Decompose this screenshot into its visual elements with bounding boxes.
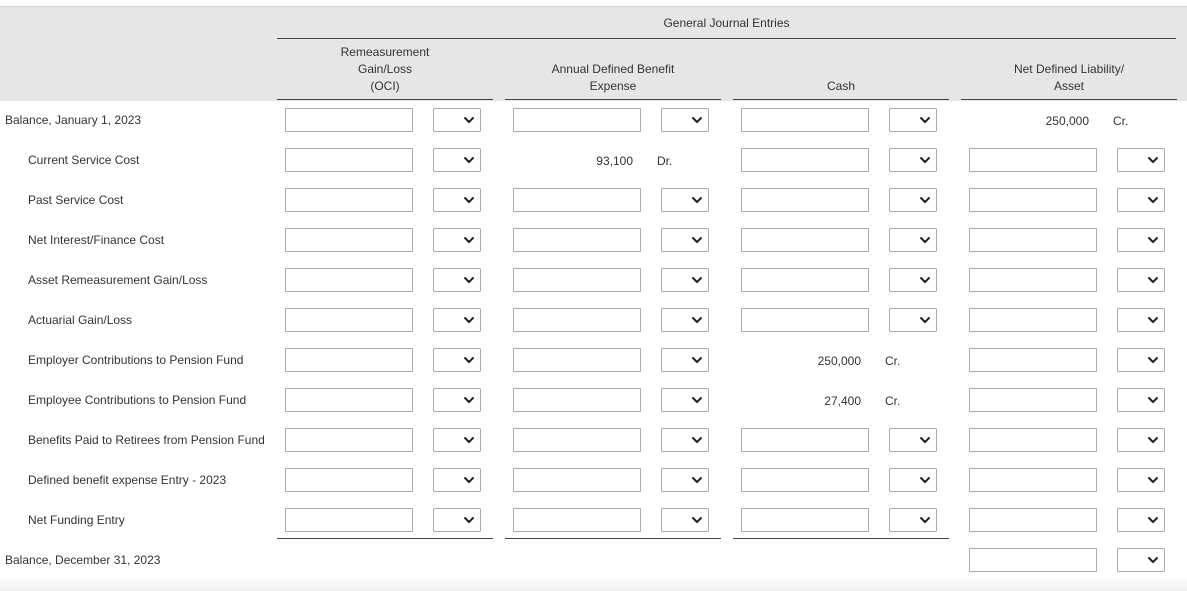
static-amount-ndl: 250,000 — [1045, 114, 1089, 128]
row-label: Current Service Cost — [28, 153, 140, 167]
amount-input-ndl[interactable] — [969, 228, 1097, 252]
dr-cr-select-expense[interactable] — [661, 268, 709, 292]
dr-cr-select-expense[interactable] — [661, 108, 709, 132]
dr-cr-select-cash[interactable] — [889, 108, 937, 132]
amount-input-oci[interactable] — [285, 348, 413, 372]
chevron-down-icon — [919, 314, 931, 326]
column-header-oci: Remeasurement — [340, 45, 430, 59]
amount-input-expense[interactable] — [513, 228, 641, 252]
row-label: Net Interest/Finance Cost — [28, 233, 165, 247]
dr-cr-select-cash[interactable] — [889, 428, 937, 452]
chevron-down-icon — [463, 394, 475, 406]
column-bottom-rule — [277, 538, 493, 539]
amount-input-ndl[interactable] — [969, 548, 1097, 572]
amount-input-expense[interactable] — [513, 108, 641, 132]
dr-cr-select-expense[interactable] — [661, 188, 709, 212]
chevron-down-icon — [463, 354, 475, 366]
amount-input-oci[interactable] — [285, 308, 413, 332]
dr-cr-select-cash[interactable] — [889, 308, 937, 332]
chevron-down-icon — [1147, 154, 1159, 166]
dr-cr-select-expense[interactable] — [661, 228, 709, 252]
amount-input-cash[interactable] — [741, 108, 869, 132]
row-label: Employer Contributions to Pension Fund — [28, 353, 244, 367]
static-side-ndl: Cr. — [1113, 114, 1129, 128]
amount-input-expense[interactable] — [513, 268, 641, 292]
chevron-down-icon — [1147, 514, 1159, 526]
chevron-down-icon — [919, 234, 931, 246]
chevron-down-icon — [1147, 234, 1159, 246]
row-label: Asset Remeasurement Gain/Loss — [28, 273, 208, 287]
amount-input-ndl[interactable] — [969, 468, 1097, 492]
row-label: Net Funding Entry — [28, 513, 125, 527]
group-title: General Journal Entries — [663, 16, 790, 30]
dr-cr-select-oci[interactable] — [433, 188, 481, 212]
chevron-down-icon — [691, 314, 703, 326]
dr-cr-select-oci[interactable] — [433, 428, 481, 452]
column-header-rule — [277, 99, 493, 100]
column-header-rule — [733, 99, 949, 100]
amount-input-cash[interactable] — [741, 308, 869, 332]
chevron-down-icon — [463, 434, 475, 446]
chevron-down-icon — [919, 514, 931, 526]
chevron-down-icon — [691, 274, 703, 286]
chevron-down-icon — [919, 274, 931, 286]
amount-input-oci[interactable] — [285, 148, 413, 172]
amount-input-ndl[interactable] — [969, 308, 1097, 332]
column-header-expense: Annual Defined Benefit — [551, 62, 675, 76]
column-header-cash: Cash — [826, 79, 855, 93]
amount-input-ndl[interactable] — [969, 188, 1097, 212]
chevron-down-icon — [463, 474, 475, 486]
chevron-down-icon — [691, 434, 703, 446]
dr-cr-select-expense[interactable] — [661, 468, 709, 492]
dr-cr-select-cash[interactable] — [889, 228, 937, 252]
amount-input-cash[interactable] — [741, 268, 869, 292]
amount-input-oci[interactable] — [285, 188, 413, 212]
chevron-down-icon — [1147, 474, 1159, 486]
dr-cr-select-expense[interactable] — [661, 428, 709, 452]
amount-input-oci[interactable] — [285, 268, 413, 292]
chevron-down-icon — [691, 354, 703, 366]
chevron-down-icon — [691, 394, 703, 406]
dr-cr-select-cash[interactable] — [889, 188, 937, 212]
chevron-down-icon — [463, 234, 475, 246]
amount-input-expense[interactable] — [513, 508, 641, 532]
chevron-down-icon — [463, 194, 475, 206]
dr-cr-select-ndl[interactable] — [1117, 268, 1165, 292]
bottom-fade — [0, 576, 1187, 591]
dr-cr-select-expense[interactable] — [661, 508, 709, 532]
amount-input-oci[interactable] — [285, 508, 413, 532]
amount-input-ndl[interactable] — [969, 508, 1097, 532]
column-header-ndl: Net Defined Liability/ — [1013, 62, 1125, 76]
chevron-down-icon — [691, 474, 703, 486]
dr-cr-select-ndl[interactable] — [1117, 548, 1165, 572]
dr-cr-select-ndl[interactable] — [1117, 308, 1165, 332]
group-title-rule — [277, 38, 1176, 39]
dr-cr-select-oci[interactable] — [433, 148, 481, 172]
dr-cr-select-expense[interactable] — [661, 388, 709, 412]
static-amount-cash: 27,400 — [824, 394, 861, 408]
static-side-expense: Dr. — [657, 154, 673, 168]
amount-input-expense[interactable] — [513, 348, 641, 372]
row-label: Balance, December 31, 2023 — [5, 553, 161, 567]
amount-input-cash[interactable] — [741, 508, 869, 532]
dr-cr-select-ndl[interactable] — [1117, 148, 1165, 172]
dr-cr-select-ndl[interactable] — [1117, 468, 1165, 492]
amount-input-oci[interactable] — [285, 228, 413, 252]
row-label: Past Service Cost — [28, 193, 124, 207]
chevron-down-icon — [919, 474, 931, 486]
amount-input-cash[interactable] — [741, 148, 869, 172]
chevron-down-icon — [919, 154, 931, 166]
amount-input-oci[interactable] — [285, 108, 413, 132]
dr-cr-select-ndl[interactable] — [1117, 228, 1165, 252]
dr-cr-select-ndl[interactable] — [1117, 508, 1165, 532]
row-label: Benefits Paid to Retirees from Pension Fund — [28, 433, 265, 447]
chevron-down-icon — [1147, 554, 1159, 566]
dr-cr-select-cash[interactable] — [889, 508, 937, 532]
chevron-down-icon — [1147, 194, 1159, 206]
chevron-down-icon — [463, 514, 475, 526]
row-label: Employee Contributions to Pension Fund — [28, 393, 247, 407]
chevron-down-icon — [919, 434, 931, 446]
amount-input-cash[interactable] — [741, 228, 869, 252]
amount-input-cash[interactable] — [741, 428, 869, 452]
column-header-ndl: Asset — [1053, 79, 1084, 93]
dr-cr-select-oci[interactable] — [433, 308, 481, 332]
static-side-cash: Cr. — [885, 394, 901, 408]
dr-cr-select-oci[interactable] — [433, 228, 481, 252]
chevron-down-icon — [691, 114, 703, 126]
chevron-down-icon — [1147, 434, 1159, 446]
dr-cr-select-oci[interactable] — [433, 108, 481, 132]
dr-cr-select-oci[interactable] — [433, 348, 481, 372]
chevron-down-icon — [1147, 394, 1159, 406]
column-header-rule — [961, 99, 1177, 100]
amount-input-ndl[interactable] — [969, 428, 1097, 452]
dr-cr-select-ndl[interactable] — [1117, 428, 1165, 452]
dr-cr-select-ndl[interactable] — [1117, 348, 1165, 372]
dr-cr-select-ndl[interactable] — [1117, 388, 1165, 412]
static-amount-cash: 250,000 — [817, 354, 861, 368]
chevron-down-icon — [463, 274, 475, 286]
row-label: Defined benefit expense Entry - 2023 — [28, 473, 227, 487]
amount-input-oci[interactable] — [285, 468, 413, 492]
dr-cr-select-oci[interactable] — [433, 508, 481, 532]
chevron-down-icon — [919, 114, 931, 126]
amount-input-expense[interactable] — [513, 428, 641, 452]
chevron-down-icon — [1147, 274, 1159, 286]
amount-input-ndl[interactable] — [969, 348, 1097, 372]
amount-input-ndl[interactable] — [969, 268, 1097, 292]
dr-cr-select-oci[interactable] — [433, 468, 481, 492]
chevron-down-icon — [691, 194, 703, 206]
dr-cr-select-oci[interactable] — [433, 268, 481, 292]
chevron-down-icon — [463, 114, 475, 126]
dr-cr-select-expense[interactable] — [661, 308, 709, 332]
amount-input-cash[interactable] — [741, 188, 869, 212]
dr-cr-select-ndl[interactable] — [1117, 188, 1165, 212]
dr-cr-select-cash[interactable] — [889, 148, 937, 172]
column-bottom-rule — [733, 538, 949, 539]
chevron-down-icon — [691, 514, 703, 526]
row-label: Actuarial Gain/Loss — [28, 313, 133, 327]
chevron-down-icon — [919, 194, 931, 206]
column-header-oci: (OCI) — [370, 79, 400, 93]
dr-cr-select-expense[interactable] — [661, 348, 709, 372]
dr-cr-select-cash[interactable] — [889, 468, 937, 492]
dr-cr-select-oci[interactable] — [433, 388, 481, 412]
column-header-rule — [505, 99, 721, 100]
column-bottom-rule — [505, 538, 721, 539]
amount-input-cash[interactable] — [741, 468, 869, 492]
chevron-down-icon — [463, 154, 475, 166]
amount-input-expense[interactable] — [513, 188, 641, 212]
chevron-down-icon — [1147, 354, 1159, 366]
amount-input-expense[interactable] — [513, 388, 641, 412]
dr-cr-select-cash[interactable] — [889, 268, 937, 292]
amount-input-oci[interactable] — [285, 428, 413, 452]
column-header-expense: Expense — [589, 79, 637, 93]
chevron-down-icon — [463, 314, 475, 326]
amount-input-ndl[interactable] — [969, 388, 1097, 412]
column-header-oci: Gain/Loss — [357, 62, 413, 76]
chevron-down-icon — [691, 234, 703, 246]
amount-input-expense[interactable] — [513, 308, 641, 332]
static-amount-expense: 93,100 — [596, 154, 633, 168]
chevron-down-icon — [1147, 314, 1159, 326]
amount-input-ndl[interactable] — [969, 148, 1097, 172]
amount-input-oci[interactable] — [285, 388, 413, 412]
static-side-cash: Cr. — [885, 354, 901, 368]
amount-input-expense[interactable] — [513, 468, 641, 492]
row-label: Balance, January 1, 2023 — [5, 113, 142, 127]
